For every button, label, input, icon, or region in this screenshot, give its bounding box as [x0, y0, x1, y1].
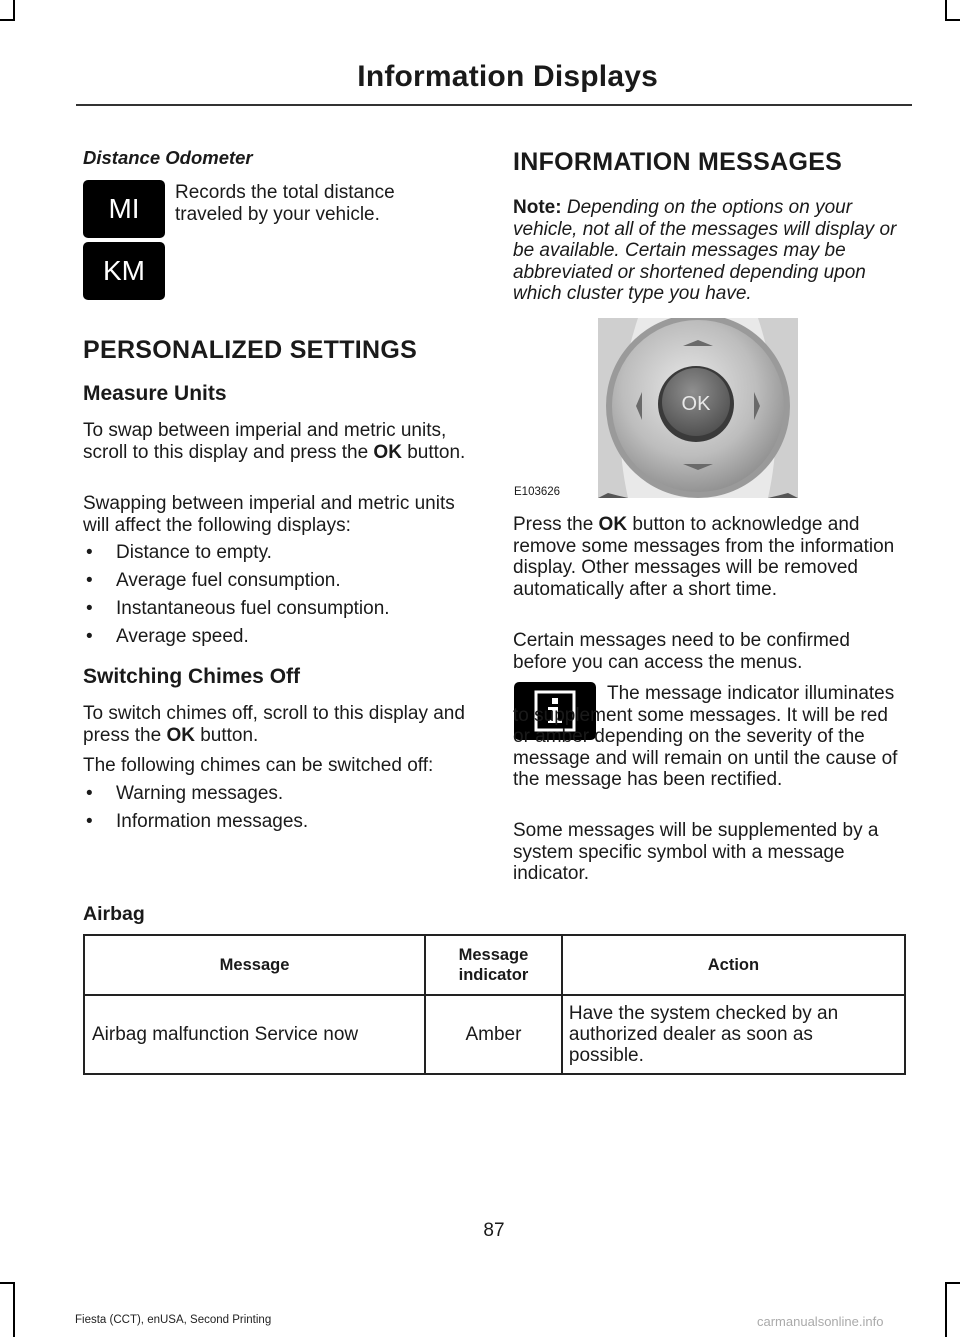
document-id: Fiesta (CCT), enUSA, Second Printing — [75, 1314, 272, 1326]
message-indicator-paragraph — [513, 683, 908, 791]
table-row — [84, 995, 905, 1074]
ok-button-label: OK — [681, 393, 711, 415]
crop-mark-bottom-left — [13, 1282, 15, 1337]
information-messages-heading: INFORMATION MESSAGES — [513, 148, 843, 176]
crop-mark-bottom-left — [0, 1282, 15, 1284]
list-item: • Average fuel consumption. — [86, 570, 341, 591]
press-text: Press the — [513, 514, 594, 535]
list-item: • Instantaneous fuel consumption. — [86, 598, 390, 619]
chimes-list-intro: The following chimes can be switched off: — [83, 755, 434, 776]
page-header-title: Information Displays — [357, 60, 658, 93]
list-item: • Distance to empty. — [86, 542, 272, 563]
header-rule — [76, 104, 912, 106]
column-header-indicator: Message indicator — [425, 935, 562, 995]
switching-chimes-heading: Switching Chimes Off — [83, 665, 301, 688]
kilometers-icon: KM — [83, 242, 165, 300]
symbol-paragraph: Some messages will be supplemented by a system specific symbol with a message indicator. — [513, 820, 879, 884]
measure-units-heading: Measure Units — [83, 382, 227, 405]
measure-units-text: To swap between imperial and metric units, scroll to this display and press the — [83, 420, 447, 463]
steering-wheel-ok-controls-illustration — [598, 318, 798, 498]
watermark: carmanualsonline.info — [757, 1314, 884, 1329]
odometer-description: Records the total distance traveled by your vehicle. — [175, 182, 395, 225]
press-ok-paragraph — [513, 514, 908, 600]
chimes-paragraph — [83, 703, 473, 746]
list-item: • Average speed. — [86, 626, 249, 647]
measure-units-paragraph — [83, 420, 473, 463]
chimes-list — [83, 783, 473, 833]
crop-mark-top-right — [945, 0, 947, 20]
cell-message: Airbag malfunction Service now — [84, 995, 425, 1074]
measure-units-list — [83, 542, 473, 648]
crop-mark-bottom-right — [945, 1282, 960, 1284]
miles-icon: MI — [83, 180, 165, 238]
press-text-end: button to acknowledge and remove some messages from the information display. Other messages will be removed automatically after a short time. — [513, 514, 895, 600]
confirm-paragraph: Certain messages need to be confirmed before you can access the menus. — [513, 630, 850, 673]
figure-id: E103626 — [514, 486, 561, 498]
list-item: • Information messages. — [86, 811, 309, 832]
crop-mark-top-left — [13, 0, 15, 20]
cell-indicator: Amber — [425, 995, 562, 1074]
note-label: Note: — [513, 197, 562, 218]
note-text: Depending on the options on your vehicle, not all of the messages will display or be available. Certain messages may be abbreviated or shortened depending upon which cluster type you have. — [513, 197, 897, 304]
swap-paragraph: Swapping between imperial and metric units will affect the following displays: — [83, 493, 455, 536]
ok-label: OK — [166, 724, 195, 746]
odometer-heading: Distance Odometer — [83, 147, 253, 168]
message-indicator-text: The message indicator illuminates to supplement some messages. It will be red or amber depending on the severity of the message and will remain on until the cause of the message has been rectified. — [513, 683, 898, 790]
crop-mark-top-right — [945, 19, 960, 21]
airbag-table — [83, 934, 906, 1075]
airbag-heading: Airbag — [83, 903, 145, 925]
column-header-action: Action — [562, 935, 905, 995]
page-number: 87 — [483, 1220, 505, 1241]
chimes-text-end: button. — [200, 724, 259, 746]
personalized-settings-heading: PERSONALIZED SETTINGS — [83, 336, 418, 364]
measure-units-text-end: button. — [407, 441, 466, 463]
table-header-row — [84, 935, 905, 995]
note-paragraph — [513, 197, 908, 305]
cell-action: Have the system checked by an authorized dealer as soon as possible. — [562, 995, 905, 1074]
column-header-message: Message — [84, 935, 425, 995]
list-item: • Warning messages. — [86, 783, 284, 804]
crop-mark-bottom-right — [945, 1282, 947, 1337]
chimes-text: To switch chimes off, scroll to this display and press the — [83, 703, 465, 746]
ok-label: OK — [373, 441, 402, 463]
ok-label: OK — [598, 514, 628, 535]
crop-mark-top-left — [0, 19, 15, 21]
